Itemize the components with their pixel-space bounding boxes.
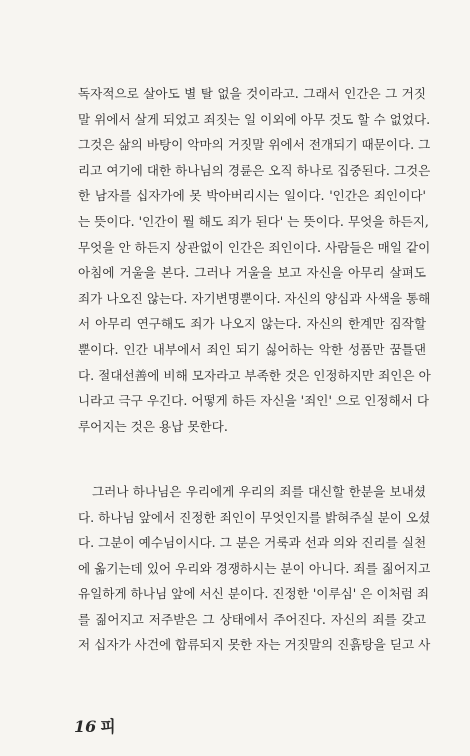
text-line: 말 위에서 살게 되었고 죄짓는 일 이외에 아무 것도 할 수 없었다.: [78, 111, 431, 127]
running-title: 피: [100, 717, 116, 736]
text-line: 는 뜻이다. '인간이 뭘 해도 죄가 된다' 는 뜻이다. 무엇을 하든지,: [78, 214, 429, 229]
text-line: 무엇을 안 하든지 상관없이 인간은 죄인이다. 사람들은 매일 같이: [78, 239, 431, 255]
text-line: 에 옮기는데 있어 우리와 경쟁하시는 분이 아니다. 죄를 짊어지고: [78, 560, 431, 576]
text-line: 아침에 거울을 본다. 그러나 거울을 보고 자신을 아무리 살펴도: [78, 265, 426, 281]
text-line: 독자적으로 살아도 별 탈 없을 것이라고. 그래서 인간은 그 거짓: [78, 86, 426, 101]
text-line: 다. 하나님 앞에서 진정한 죄인이 무엇인지를 밝혀주실 분이 오셨: [78, 509, 431, 525]
text-line: 뿐이다. 인간 내부에서 죄인 되기 싫어하는 악한 성품만 꿈틀댄: [78, 342, 426, 357]
text-line: 리고 여기에 대한 하나님의 경륜은 오직 하나로 집중된다. 그것은: [78, 162, 431, 178]
text-line: 한 남자를 십자가에 못 박아버리시는 일이다. '인간은 죄인이다': [78, 188, 426, 204]
page-folio: [74, 714, 116, 737]
text-line: 유일하게 하나님 앞에 서신 분이다. 진정한 '이루심' 은 이처럼 죄: [78, 586, 430, 601]
text-line: 다. 그분이 예수님이시다. 그 분은 거룩과 선과 의와 진리를 실천: [78, 535, 427, 550]
text-line: 그것은 삶의 바탕이 악마의 거짓말 위에서 전개되기 때문이다. 그: [78, 137, 431, 153]
text-line: 루어지는 것은 용납 못한다.: [78, 418, 228, 434]
text-line: 니라고 극구 우긴다. 어떻게 하든 자신을 '죄인' 으로 인정해서 다: [78, 393, 430, 409]
page-number: 16: [74, 717, 97, 736]
text-line: 죄가 나오진 않는다. 자기변명뿐이다. 자신의 양심과 사색을 통해: [78, 290, 431, 306]
text-line: 다. 절대선善에 비해 모자라고 부족한 것은 인정하지만 죄인은 아: [78, 367, 431, 383]
text-line: 를 짊어지고 저주받은 그 상태에서 주어진다. 자신의 죄를 갖고: [78, 611, 426, 627]
text-line: 그러나 하나님은 우리에게 우리의 죄를 대신할 한분을 보내셨: [92, 484, 426, 499]
text-line: 서 아무리 연구해도 죄가 나오지 않는다. 자신의 한계만 짐작할: [78, 316, 426, 332]
text-line: 저 십자가 사건에 합류되지 못한 자는 거짓말의 진흙탕을 딛고 사: [78, 637, 431, 652]
